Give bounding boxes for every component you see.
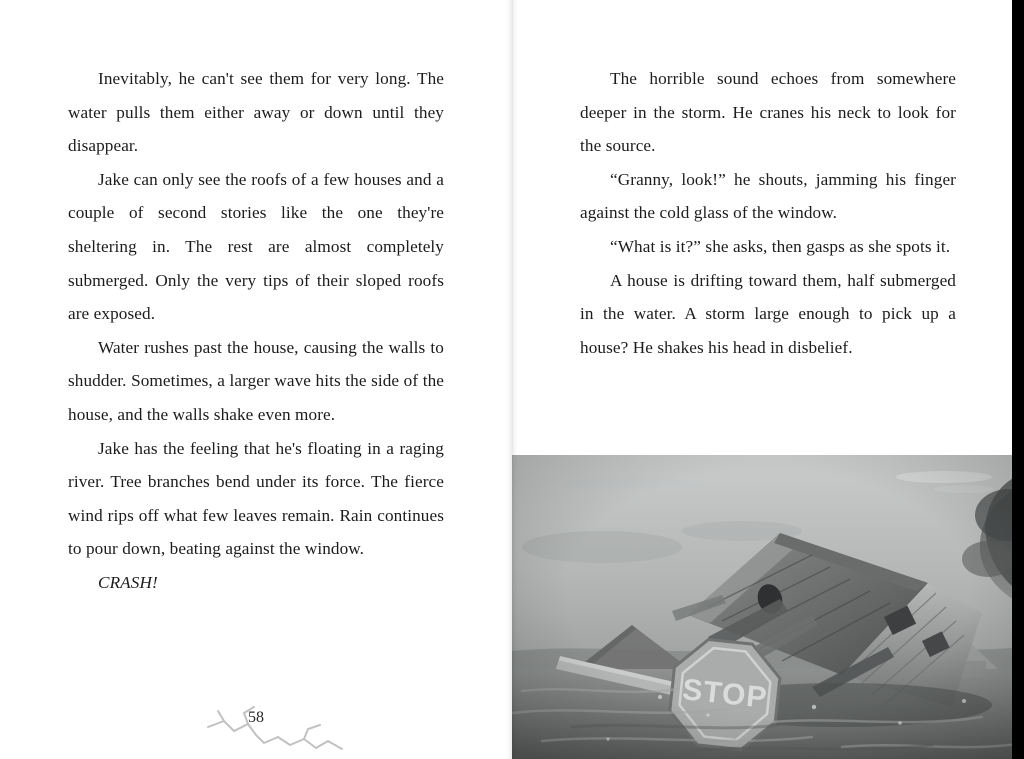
paragraph: A house is drifting toward them, half submerged in the water. A storm large enough to pick up a house? He shakes his head in disbelief. [580, 270, 956, 357]
flooded-house-with-stop-sign-illustration [512, 455, 1024, 759]
right-page-edge-bar [1012, 0, 1024, 759]
paragraph-emphasis: CRASH! [98, 572, 158, 592]
paragraph: Jake can only see the roofs of a few houses and a couple of second stories like the one they're sheltering in. The rest are almost completely submerged. Only the very tips of their sloped roofs are exposed. [68, 169, 444, 324]
paragraph: “Granny, look!” he shouts, jamming his finger against the cold glass of the window. [580, 169, 956, 223]
paragraph: “What is it?” she asks, then gasps as she spots it. [610, 236, 951, 256]
paragraph: Inevitably, he can't see them for very long. The water pulls them either away or down until they disappear. [68, 69, 444, 156]
page-number: 58 [248, 709, 264, 726]
paragraph: The horrible sound echoes from somewhere deeper in the storm. He cranes his neck to look for the source. [580, 69, 956, 156]
right-page [512, 0, 1024, 759]
paragraph: Jake has the feeling that he's floating in a raging river. Tree branches bend under its force. The fierce wind rips off what few leaves remain. Rain continues to pour down, beating against the window. [68, 438, 444, 559]
paragraph: Water rushes past the house, causing the walls to shudder. Sometimes, a larger wave hits the side of the house, and the walls shake even more. [68, 337, 444, 424]
